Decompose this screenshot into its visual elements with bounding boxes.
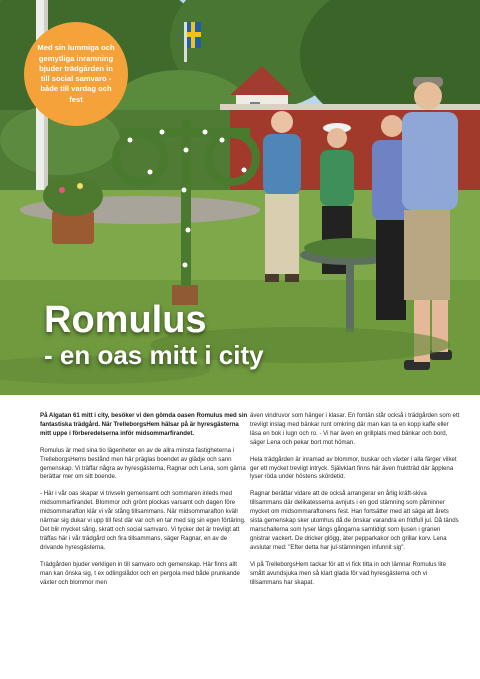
- article-lead: På Algatan 61 mitt i city, besöker vi den gömda oasen Romulus med sin fantastiska trädgård. När TrelleborgsHem hälsar på är hyresgästerna mitt uppe i förberedelserna inför midsommarfirandet.: [40, 412, 248, 437]
- article-paragraph: Hela trädgården är inramad av blommor, buskar och växter i alla färger vilket ger ett mycket trevligt intryck. Självklart finns här även fruktträd där äpplena lyser röda under höstens skördetid.: [250, 455, 457, 481]
- headline-subtitle: - en oas mitt i city: [44, 340, 264, 370]
- article-paragraph: Trädgården bjuder verkligen in till samvaro och gemenskap. Här finns allt man kan önska sig, t ex odlingslådor och en pergola med både prunkande växter och blommor men: [40, 560, 240, 586]
- badge-circle: [24, 22, 128, 126]
- headline: [44, 300, 264, 370]
- article-paragraph: Romulus är med sina tio lägenheter en av de allra minsta fastigheterna i TrelleborgsHems bestånd men här präglas boendet av glädje och sann gemenskap. Vi träffar några av hyresgästerna, Ragnar och Lena, som gärna berättar mer om sitt boende.: [40, 446, 246, 481]
- article-paragraph: Vi på TrelleborgsHem tackar för att vi fick titta in och lämnar Romulus lite smått avundsjuka men så klart glada för vad hyresgästerna och vi tillsammans har skapat.: [250, 560, 446, 586]
- badge-text: Med sin lummiga och gemytliga inramning bjuder trädgården in till social samvaro - både till vardag och fest: [37, 43, 115, 104]
- article-column-left: [40, 412, 250, 595]
- article-paragraph: även vindruvor som hänger i klasar. En fontän står också i trädgården som ett trevligt inslag med bänkar runt omkring där man kan ta en kopp kaffe eller läsa en bok i lugn och ro. - Vi har även en grillplats med bänkar och bord, säger Lena och pekar bort mot höman.: [250, 412, 460, 446]
- headline-title: Romulus: [44, 299, 207, 341]
- article-paragraph: Ragnar berättar vidare att de också arrangerar en årlig kräft-skiva tillsammans där delikatesserna avnjuts i en god stämning som påminner mycket om midsommaraftonens fest. Han fortsätter med att säga att årets sista gemenskap sker utomhus då de önskar varandra en fridfull jul. Då tänds marschallerna som lyser längs gångarna samtidigt som ljusen i granen gnistrar vackert. De dricker glögg, äter pepparkakor och grillar korv. Lena avslutar med: "Efter detta har jul-stämningen infunnit sig".: [250, 490, 459, 551]
- article-paragraph: - Här i vår oas skapar vi trivseln gemensamt och sommaren inleds med midsommarfirandet. Blommor och grönt plockas varsamt och dagen före midsommarafton klär vi vår stång tillsammans. När midsommarafton kväll närmar sig dukar vi upp till fest där var och en tar med sig sin egen förtäring. Det blir mycket sång, skratt och social samvaro. Vi tycker det är trevligt att träffas här i vår trädgård och fira tillsammans, säger Ragnar, en av de drivande hyresgästerna.: [40, 490, 246, 551]
- article-column-right: [250, 412, 460, 595]
